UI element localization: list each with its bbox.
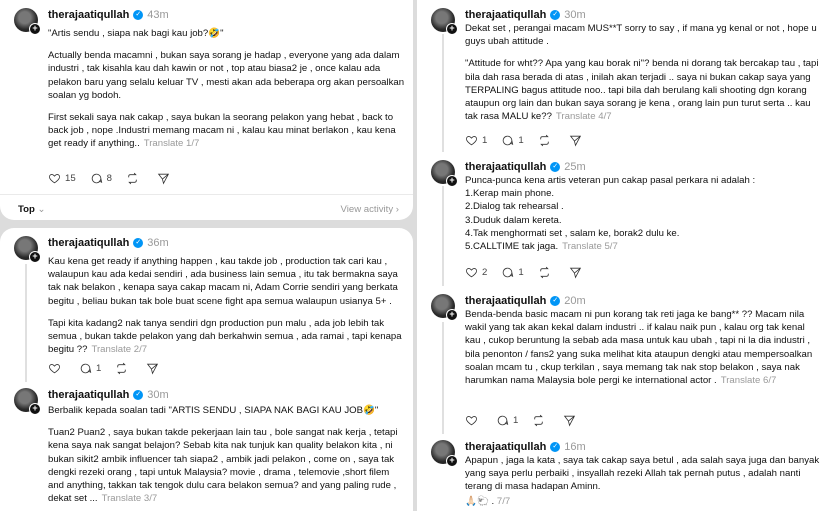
sort-dropdown[interactable] xyxy=(18,204,46,215)
left-thread-column xyxy=(0,0,413,511)
thread-post-2[interactable] xyxy=(0,228,413,378)
repost-icon xyxy=(532,414,545,427)
translate-link[interactable]: Translate xyxy=(555,111,596,123)
username[interactable]: therajaatiqullah xyxy=(465,161,547,173)
send-icon xyxy=(157,172,170,185)
post-time: 36m xyxy=(147,237,169,249)
reply-count: 1 xyxy=(518,267,524,278)
post-paragraph: Benda-benda basic macam ni pun korang tak reti jaga ke bang** ?? Macam nila wakil yang tak akan kekal dalam industri .. if kalau naik pun , kalau org tak kenal kau , cukop beruntung la sebab ada masa untuk kau ubah , tapi ni la dia industri , bila penonton / fans2 yang suka melihat kita ataupun dengki atau mempersoalkan soalan mcam tu , ckup terkilan , saya memang tak nak stop belakon , saya nak harumkan nama Malaysia bole pergi ke international actor . xyxy=(465,309,813,387)
verified-badge-icon: ✓ xyxy=(133,10,143,20)
heart-icon xyxy=(48,362,61,375)
like-count: 1 xyxy=(482,135,488,146)
send-icon xyxy=(569,134,582,147)
repost-button[interactable] xyxy=(126,172,143,185)
avatar[interactable] xyxy=(14,388,38,412)
share-button[interactable] xyxy=(157,172,174,185)
post-paragraph: Tuan2 Puan2 , saya bukan takde pekerjaan lain tau , bole sangat nak kerja , tetapi kena saya nak sangat belajon? Sebab kita nak tunjuk kan quality belakon kita , ni bukan sikit2 ambik influencer tah siapa2 , ambik jadi pelakon , come on , saya tak dengki rezeki orang , tapi untuk Malaysia? movie , drama , telemovie ,short filem and anything, takkan tak tengok dulu cara belakon semua? and yang paling rude , dekat set ... xyxy=(48,427,398,505)
post-paragraph: "Artis sendu , siapa nak bagi kau job?🤣" xyxy=(48,28,224,39)
comment-icon xyxy=(496,414,509,427)
avatar[interactable] xyxy=(431,294,455,318)
post-paragraph: Actually benda macamni , bukan saya sorang je hadap , everyone yang ada dalam industri , tak kisahla kau dah kawin or not , top atau biasa2 je , once kalau ada pelakon baru yang selalu keluar TV , mesti akan ada beberapa org akan persoalkan soalan yg bodoh. xyxy=(48,50,405,101)
thread-post-5[interactable] xyxy=(417,152,830,286)
thread-page-counter: 5/7 xyxy=(604,241,618,253)
translate-link[interactable]: Translate xyxy=(143,138,184,150)
post-paragraph: Apapun , jaga la kata , saya tak cakap saya betul , ada salah saya juga dan banyak yang saya perlu perbaiki , insyallah rezeki Allah tak pernah putus , adalah nanti terang di masa hadapan Aminn. xyxy=(465,455,820,493)
post-text xyxy=(48,404,405,511)
thread-post-6[interactable] xyxy=(417,286,830,432)
repost-icon xyxy=(115,362,128,375)
sort-label: Top xyxy=(18,203,35,215)
verified-badge-icon: ✓ xyxy=(550,442,560,452)
avatar[interactable] xyxy=(431,440,455,464)
heart-icon xyxy=(48,172,61,185)
reply-count: 1 xyxy=(513,415,519,426)
view-activity-link[interactable] xyxy=(341,204,399,215)
like-count: 15 xyxy=(65,173,76,184)
post-paragraph: First sekali saya nak cakap , saya bukan la seorang pelakon yang hebat , back to back job , nope .Industri memang macam ni , kalau kau minat berlakon , kau kena get ready if anything.. xyxy=(48,112,396,150)
verified-badge-icon: ✓ xyxy=(550,296,560,306)
thread-page-counter: 3/7 xyxy=(143,493,158,505)
chevron-down-icon: ⌄ xyxy=(37,203,46,215)
reply-count: 8 xyxy=(106,173,113,184)
share-button[interactable] xyxy=(146,362,163,375)
post-time: 30m xyxy=(147,389,169,401)
post-paragraph: Berbalik kepada soalan tadi "ARTIS SENDU , SIAPA NAK BAGI KAU JOB🤣" xyxy=(48,405,379,416)
thread-replies-card xyxy=(0,228,413,511)
heart-icon xyxy=(465,414,478,427)
right-thread-column xyxy=(417,0,830,511)
post-text xyxy=(465,308,822,396)
thread-post-1[interactable] xyxy=(0,0,413,192)
reply-button[interactable] xyxy=(496,414,518,427)
heart-icon xyxy=(465,134,478,147)
avatar[interactable] xyxy=(431,8,455,32)
thread-post-4[interactable] xyxy=(417,0,830,152)
share-button[interactable] xyxy=(563,414,580,427)
verified-badge-icon: ✓ xyxy=(133,390,143,400)
numbered-list: 1.Kerap main phone. 2.Dialog tak rehearsal . 3.Duduk dalam kereta. 4.Tak menghormati set , salam ke, borak2 dulu ke. 5.CALLTIME tak jaga. xyxy=(465,188,680,253)
post-time: 16m xyxy=(564,441,586,453)
username[interactable]: therajaatiqullah xyxy=(465,441,547,453)
follow-plus-icon[interactable]: + xyxy=(29,251,41,263)
username[interactable]: therajaatiqullah xyxy=(48,389,130,401)
sort-bar xyxy=(0,198,413,220)
avatar[interactable] xyxy=(14,236,38,260)
post-text xyxy=(465,454,822,511)
thread-page-counter: 1/7 xyxy=(186,138,200,150)
share-button[interactable] xyxy=(569,134,586,147)
thread-page-counter: 4/7 xyxy=(598,111,612,123)
post-paragraph: "Attitude for wht?? Apa yang kau borak ni"? benda ni dorang tak bercakap tau , tapi bila dah rasa berada di atas , inilah akan terjadi .. saya ni bukan cakap saya yang TERPALING bagus attitude noo.. tapi bila dah berulang kali shooting dgn korang ataupun org lain dan bukan saya sorang je kena , orang lain pun turut serta .. kau tak rasa MALU ke?? xyxy=(465,58,819,123)
emoji-text: 🙏🏻🐑 . xyxy=(465,495,495,507)
repost-button[interactable] xyxy=(538,266,555,279)
thread-post-3[interactable] xyxy=(0,380,413,511)
follow-plus-icon[interactable]: + xyxy=(446,23,458,35)
repost-icon xyxy=(538,266,551,279)
send-icon xyxy=(563,414,576,427)
repost-icon xyxy=(126,172,139,185)
translate-link[interactable]: Translate xyxy=(91,344,132,356)
heart-icon xyxy=(465,266,478,279)
comment-icon xyxy=(90,172,103,185)
post-time: 20m xyxy=(564,295,586,307)
like-button[interactable] xyxy=(48,172,76,185)
follow-plus-icon[interactable]: + xyxy=(446,175,458,187)
post-paragraph: Tapi kita kadang2 nak tanya sendiri dgn production pun malu , ada job lebih tak semua , bukan takde pelakon yang dah berkahwin semua , ada ramai , tapi kenapa begitu ?? xyxy=(48,317,402,356)
repost-button[interactable] xyxy=(532,414,549,427)
thread-page-counter: 2/7 xyxy=(133,344,148,356)
send-icon xyxy=(146,362,159,375)
post-time: 30m xyxy=(564,9,586,21)
like-button[interactable] xyxy=(465,134,487,147)
reply-count: 1 xyxy=(518,135,524,146)
username[interactable]: therajaatiqullah xyxy=(465,295,547,307)
follow-plus-icon[interactable]: + xyxy=(446,309,458,321)
follow-plus-icon[interactable]: + xyxy=(29,403,41,415)
reply-button[interactable] xyxy=(79,362,101,375)
verified-badge-icon: ✓ xyxy=(550,10,560,20)
avatar[interactable] xyxy=(431,160,455,184)
follow-plus-icon[interactable]: + xyxy=(29,23,41,35)
thread-page-counter: 7/7 xyxy=(496,495,511,507)
post-time: 43m xyxy=(147,9,169,21)
post-paragraph: Dekat set , perangai macam MUS**T sorry to say , if mana yg kenal or not , hope u guys ubah attitude . xyxy=(465,23,817,48)
like-button[interactable] xyxy=(48,362,65,375)
translate-link[interactable]: Translate xyxy=(101,493,142,505)
comment-icon xyxy=(501,134,514,147)
repost-icon xyxy=(538,134,551,147)
username[interactable]: therajaatiqullah xyxy=(48,9,130,21)
repost-button[interactable] xyxy=(538,134,555,147)
reply-count: 1 xyxy=(96,363,102,374)
follow-plus-icon[interactable]: + xyxy=(446,455,458,467)
view-activity-label: View activity xyxy=(340,203,394,215)
main-post-card xyxy=(0,0,413,220)
translate-link[interactable]: Translate xyxy=(720,375,761,387)
avatar[interactable] xyxy=(14,8,38,32)
translate-link[interactable]: Translate xyxy=(562,241,602,253)
comment-icon xyxy=(79,362,92,375)
like-button[interactable] xyxy=(465,266,487,279)
verified-badge-icon: ✓ xyxy=(550,162,560,172)
send-icon xyxy=(569,266,582,279)
post-text xyxy=(48,255,405,365)
repost-button[interactable] xyxy=(115,362,132,375)
thread-page-counter: 6/7 xyxy=(763,375,777,387)
like-button[interactable] xyxy=(465,414,482,427)
verified-badge-icon: ✓ xyxy=(133,238,143,248)
comment-icon xyxy=(501,266,514,279)
post-time: 25m xyxy=(564,161,586,173)
post-text xyxy=(48,27,405,160)
post-paragraph: Punca-punca kena artis veteran pun cakap pasal perkara ni adalah : xyxy=(465,175,756,186)
username[interactable]: therajaatiqullah xyxy=(465,9,547,21)
chevron-right-icon: › xyxy=(395,203,399,215)
reply-button[interactable] xyxy=(90,172,112,185)
reply-button[interactable] xyxy=(501,266,523,279)
divider xyxy=(0,194,413,195)
post-paragraph: Kau kena get ready if anything happen , kau takde job , production tak cari kau , walaupun kau ada kedai sendiri , ada business lain semua , itu tak bermakna saya tak nak belakon , kenapa saya cakap macam ni, Adam Corrie sendiri yang berkata begitu , beliau bukan tak bole buat scene fight apa semua walaupun usianya 5+ . xyxy=(48,256,398,307)
share-button[interactable] xyxy=(569,266,586,279)
thread-post-7[interactable] xyxy=(417,432,830,511)
like-count: 2 xyxy=(482,267,488,278)
post-text xyxy=(465,22,822,132)
username[interactable]: therajaatiqullah xyxy=(48,237,130,249)
post-text xyxy=(465,174,822,262)
reply-button[interactable] xyxy=(501,134,523,147)
